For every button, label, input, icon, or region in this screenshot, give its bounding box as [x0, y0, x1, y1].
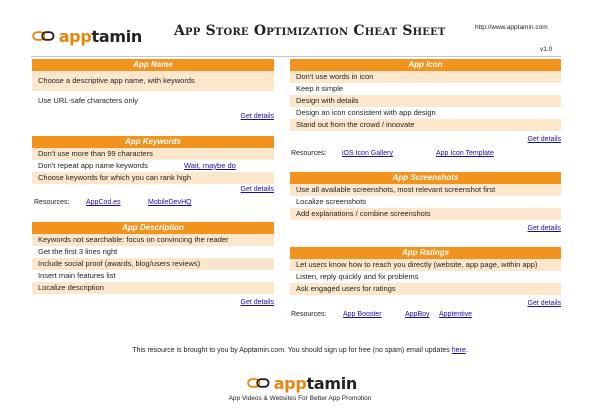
footer-tagline: App Videos & Websites For Better App Promotion [228, 395, 372, 402]
list-item: Choose a descriptive app name, with keywords [32, 71, 274, 91]
footer-note [0, 347, 600, 354]
logo-part-app: app [58, 26, 92, 46]
resources-keywords [34, 199, 192, 206]
list-item: Ask engaged users for ratings [290, 283, 561, 295]
resource-link-app-icon-template[interactable]: App Icon Template [436, 150, 494, 157]
signup-link[interactable]: here [451, 347, 466, 354]
list-item: Choose keywords for which you can rank high [32, 172, 274, 184]
get-details-link[interactable]: Get details [240, 186, 274, 193]
apptamin-logo-footer[interactable] [247, 373, 357, 393]
logo-part-tamin: tamin [91, 26, 142, 46]
list-item: Add explanations / combine screenshots [290, 208, 561, 220]
get-details-link[interactable]: Get details [240, 299, 274, 306]
list-item: Localize description [32, 282, 274, 294]
list-item-text: Don't repeat app name keywords [38, 161, 148, 170]
section-app-description [32, 222, 274, 309]
section-title: App Name [32, 59, 274, 71]
resource-link-appcodes[interactable]: AppCod.es [86, 199, 121, 206]
resources-label: Resources: [291, 311, 327, 318]
list-item: Keep it simple [290, 83, 561, 95]
list-item: Use all available screenshots, most relevant screenshot first [290, 184, 561, 196]
logo-wordmark [274, 374, 357, 393]
list-item: Use URL-safe characters only [32, 91, 274, 111]
resource-link-mobiledevhq[interactable]: MobileDevHQ [148, 199, 192, 206]
chain-link-icon [32, 29, 55, 43]
section-app-name [32, 59, 274, 125]
resource-link-app-booster[interactable]: App Booster [343, 311, 382, 318]
apptamin-logo[interactable] [32, 26, 142, 46]
resources-ratings [291, 311, 473, 318]
list-item: Include social proof (awards, blog/users reviews) [32, 258, 274, 270]
section-title: App Screenshots [290, 172, 561, 184]
section-app-icon [290, 59, 561, 145]
section-app-screenshots [290, 172, 561, 234]
section-title: App Description [32, 222, 274, 234]
list-item [32, 160, 274, 172]
list-item: Insert main features list [32, 270, 274, 282]
get-details-link[interactable]: Get details [527, 300, 561, 307]
list-item: Localize screenshots [290, 196, 561, 208]
resources-label: Resources: [291, 150, 327, 157]
resource-link-apptentive[interactable]: Apptentive [439, 311, 473, 318]
resource-link-ios-icon-gallery[interactable]: iOS Icon Gallery [342, 150, 393, 157]
list-item: Listen, reply quickly and fix problems [290, 271, 561, 283]
list-item: Don't use words in icon [290, 71, 561, 83]
section-app-ratings [290, 247, 561, 309]
list-item: Design with details [290, 95, 561, 107]
list-item: Don't use more than 99 characters [32, 148, 274, 160]
get-details-link[interactable]: Get details [527, 136, 561, 143]
logo-part-tamin: tamin [306, 373, 357, 393]
list-item: Keywords not searchable: focus on convincing the reader [32, 234, 274, 246]
header-divider [31, 56, 561, 57]
logo-wordmark [59, 27, 142, 46]
list-item: Let users know how to reach you directly (website, app page, within app) [290, 259, 561, 271]
logo-part-app: app [273, 373, 307, 393]
resources-icon [291, 150, 494, 157]
section-title: App Keywords [32, 136, 274, 148]
get-details-link[interactable]: Get details [527, 225, 561, 232]
page-title: App Store Optimization Cheat Sheet [174, 23, 446, 39]
site-url[interactable]: http://www.apptamin.com [475, 24, 548, 31]
footer-note-end: . [465, 347, 468, 354]
wait-maybe-do-link[interactable]: Wait, maybe do [184, 161, 236, 170]
section-title: App Ratings [290, 247, 561, 259]
version-label: v1.0 [540, 46, 553, 53]
list-item: Stand out from the crowd / innovate [290, 119, 561, 131]
section-title: App Icon [290, 59, 561, 71]
list-item: Design an icon consistent with app design [290, 107, 561, 119]
get-details-link[interactable]: Get details [240, 113, 274, 120]
resource-link-appboy[interactable]: AppBoy [405, 311, 430, 318]
chain-link-icon [247, 376, 270, 390]
resources-label: Resources: [34, 199, 70, 206]
list-item: Get the first 3 lines right [32, 246, 274, 258]
section-app-keywords [32, 136, 274, 198]
footer-note-text: This resource is brought to you by Apptamin.com. You should sign up for free (no spam) email updates [132, 347, 452, 354]
